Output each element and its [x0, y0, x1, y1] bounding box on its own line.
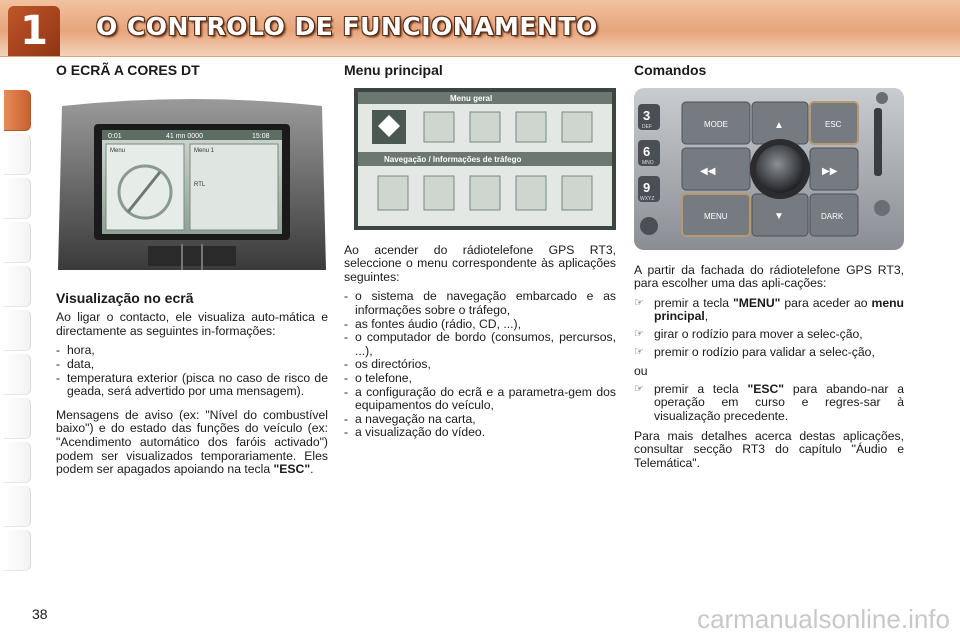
warning-end: . [310, 462, 314, 477]
chapter-tab-7[interactable] [4, 354, 31, 395]
dashboard-display-photo [56, 94, 328, 278]
svg-text:WXYZ: WXYZ [640, 195, 655, 202]
pointing-hand-icon: ☞ [634, 327, 644, 340]
list-item: - os directórios, [344, 358, 616, 372]
svg-text:RTL: RTL [194, 181, 206, 188]
step-text: girar o rodízio para mover a selec-ção, [654, 326, 863, 341]
svg-text:41 mn 0000: 41 mn 0000 [166, 132, 203, 140]
pointing-hand-icon: ☞ [634, 296, 644, 309]
step-text: premir a tecla [654, 381, 748, 396]
svg-text:▶▶: ▶▶ [822, 165, 838, 177]
svg-text:Menu geral: Menu geral [450, 93, 493, 103]
chapter-tab-5[interactable] [4, 266, 31, 307]
chapter-tab-3[interactable] [4, 178, 31, 219]
svg-text:DARK: DARK [821, 211, 844, 221]
svg-text:6: 6 [643, 143, 651, 159]
chapter-tab-9[interactable] [4, 442, 31, 483]
chapter-tabs [0, 62, 34, 582]
watermark: carmanualsonline.info [697, 604, 950, 634]
chapter-tab-8[interactable] [4, 398, 31, 439]
main-menu-illustration [354, 88, 616, 230]
svg-text:DEF: DEF [642, 123, 652, 130]
main-menu-screen [354, 88, 616, 230]
menu-key-label: "MENU" [732, 295, 781, 310]
controls-intro: A partir da fachada do rádiotelefone GPS RT3, para escolher uma das apli-cações: [634, 262, 904, 291]
controls-steps [634, 297, 904, 359]
chapter-tab-10[interactable] [4, 486, 31, 527]
chapter-tab-4[interactable] [4, 222, 31, 263]
svg-text:MENU: MENU [704, 211, 728, 221]
section-title-main-menu: Menu principal [344, 62, 443, 78]
svg-text:9: 9 [643, 179, 651, 195]
display-intro: Ao ligar o contacto, ele visualiza auto-mática e directamente as seguintes in-formações: [56, 310, 328, 338]
esc-key-label: "ESC" [273, 462, 311, 477]
chapter-tab-6[interactable] [4, 310, 31, 351]
svg-text:Navegação / Informações de trá: Navegação / Informações de tráfego [384, 154, 522, 164]
radio-control-panel [634, 88, 904, 250]
list-item [634, 297, 904, 324]
page-number: 38 [32, 606, 48, 622]
svg-text:◀◀: ◀◀ [700, 165, 716, 177]
list-item: - o sistema de navegação embarcado e as informações sobre o tráfego, [344, 290, 616, 317]
svg-text:0:01: 0:01 [108, 132, 122, 140]
list-item: - hora, [56, 344, 328, 358]
svg-text:Menu: Menu [110, 147, 126, 154]
svg-text:15:08: 15:08 [252, 132, 270, 140]
warning-paragraph [56, 409, 328, 477]
list-item [634, 346, 904, 360]
warning-text: Mensagens de aviso (ex: "Nível do combustível baixo") e do estado das funções do veículo (ex: "Acendimento automático dos faróis activado") podem ser visualizados temporariamente. Eles podem ser apagados apoiando na tecla [56, 407, 328, 477]
page-title: O CONTROLO DE FUNCIONAMENTO [96, 12, 598, 41]
chapter-tab-11[interactable] [4, 530, 31, 571]
list-item [634, 328, 904, 342]
column-controls [634, 58, 904, 476]
or-text: ou [634, 364, 648, 379]
main-menu-intro: Ao acender do rádiotelefone GPS RT3, seleccione o menu correspondente às aplicações seguintes: [344, 242, 616, 284]
step-text: para abando-nar a operação em curso e regres-sar à visualização precedente. [654, 381, 905, 423]
column-main-menu [344, 58, 616, 450]
display-info-list [56, 344, 328, 398]
esc-key-label: "ESC" [747, 381, 785, 396]
column-display [56, 58, 328, 483]
pointing-hand-icon: ☞ [634, 345, 644, 358]
svg-text:3: 3 [643, 107, 651, 123]
subtitle-visualization: Visualização no ecrã [56, 289, 194, 306]
step-text: premir a tecla [654, 295, 733, 310]
controls-outro: Para mais detalhes acerca destas aplicações, consultar secção RT3 do capítulo "Áudio e Telemática". [634, 428, 904, 470]
svg-text:ESC: ESC [825, 119, 842, 129]
list-item: - temperatura exterior (pisca no caso de risco de geada, será advertido por uma mensagem). [56, 372, 328, 399]
list-item: - o computador de bordo (consumos, percursos, ...), [344, 331, 616, 358]
list-item: - a navegação na carta, [344, 413, 616, 427]
control-panel-illustration [634, 88, 904, 250]
svg-text:▲: ▲ [774, 119, 784, 131]
section-title-display: O ECRÃ A CORES DT [56, 62, 200, 78]
list-item [634, 383, 904, 424]
list-item: - as fontes áudio (rádio, CD, ...), [344, 318, 616, 332]
step-text: para aceder ao [780, 295, 872, 310]
step-text: , [704, 309, 709, 324]
list-item: - o telefone, [344, 372, 616, 386]
chapter-number: 1 [8, 6, 60, 56]
pointing-hand-icon: ☞ [634, 382, 644, 395]
list-item: - a visualização do vídeo. [344, 426, 616, 440]
main-menu-list [344, 290, 616, 440]
svg-text:Menu 1: Menu 1 [194, 147, 215, 154]
dashboard-display-illustration [56, 94, 328, 278]
chapter-header [0, 0, 960, 57]
controls-steps-alt [634, 383, 904, 424]
chapter-tab-1[interactable] [4, 90, 31, 131]
step-text: premir o rodízio para validar a selec-ção, [654, 344, 875, 359]
main-menu-label: menu principal [654, 295, 904, 324]
chapter-tab-2[interactable] [4, 134, 31, 175]
section-title-controls: Comandos [634, 62, 707, 78]
svg-text:▼: ▼ [774, 210, 784, 222]
list-item: - a configuração do ecrã e a parametra-gem dos equipamentos do veículo, [344, 386, 616, 413]
svg-text:MNO: MNO [642, 159, 654, 166]
svg-text:MODE: MODE [704, 119, 728, 129]
list-item: - data, [56, 358, 328, 372]
